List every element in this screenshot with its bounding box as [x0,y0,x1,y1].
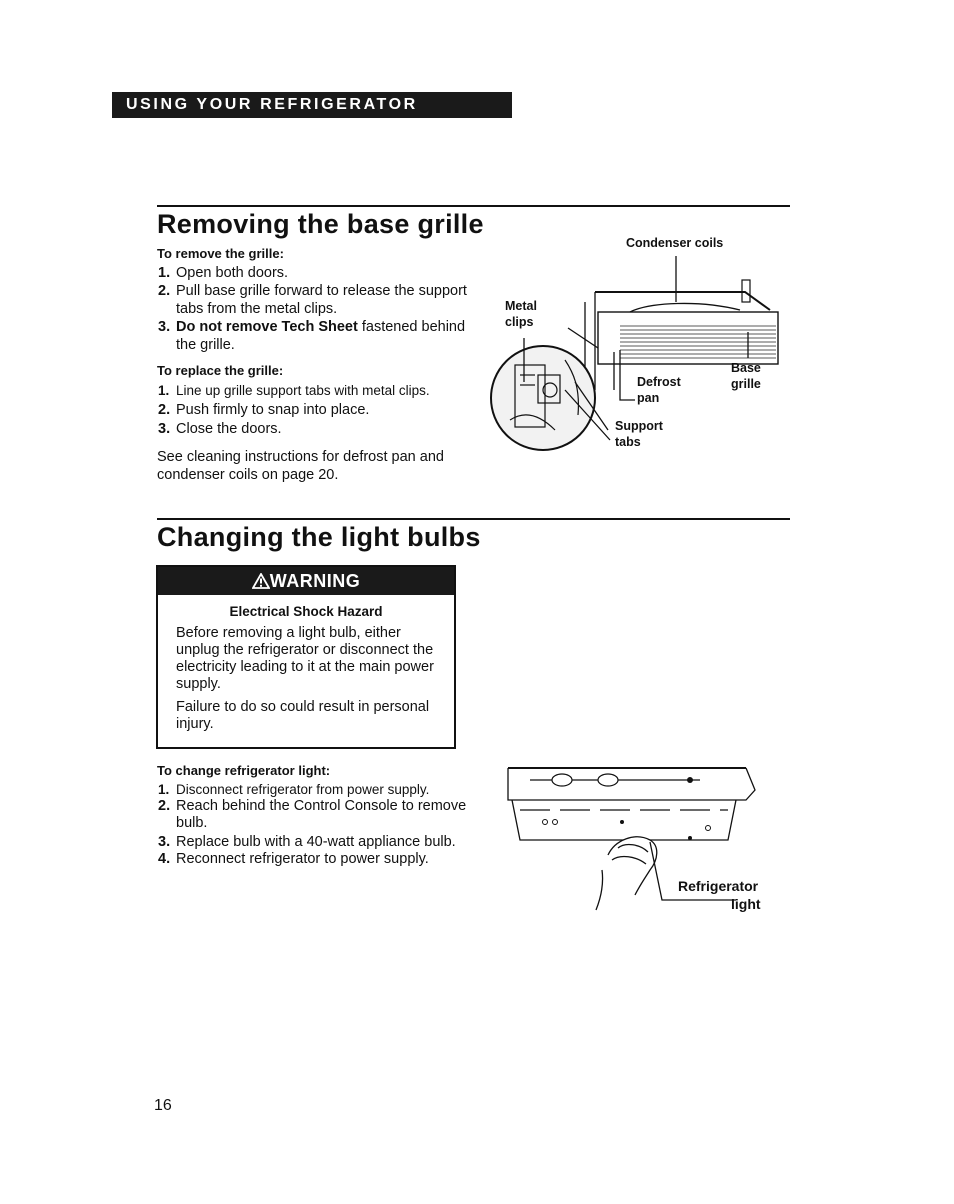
label-defrost-pan-1: Defrost [637,375,681,389]
change-title: To change refrigerator light: [157,763,331,778]
list-item: 1. Open both doors. [158,265,289,281]
warning-title: Electrical Shock Hazard [229,604,383,619]
section-rule-bottom [157,518,790,520]
list-item: 1. Line up grille support tabs with metal clips. [158,383,430,398]
list-item: 3. Close the doors. [158,421,282,437]
warning-header [158,567,454,595]
grille-heading: Removing the base grille [157,209,484,239]
warning-text-1: Before removing a light bulb, either unplug the refrigerator or disconnect the electricity leading to it at the main power supply. [176,625,434,692]
bulb-instructions [157,763,477,868]
label-metal-clips-2: clips [505,315,534,329]
bulbs-heading: Changing the light bulbs [157,522,481,552]
label-defrost-pan-2: pan [637,391,660,405]
change-steps [157,781,477,868]
replace-title: To replace the grille: [157,363,284,378]
label-support-tabs-2: tabs [615,435,641,449]
section-rule-top [157,205,790,207]
list-item: 2. Push firmly to snap into place. [158,402,370,418]
page-number: 16 [154,1097,172,1114]
label-base-grille-2: grille [731,377,761,391]
label-refrigerator-light-2: light [731,896,761,912]
list-item: 2. Pull base grille forward to release the support tabs from the metal clips. [158,283,467,317]
list-item: 4. Reconnect refrigerator to power supply. [158,851,429,867]
replace-steps [157,382,447,439]
label-refrigerator-light-1: Refrigerator [678,878,759,894]
list-item: 1. Disconnect refrigerator from power supply. [158,782,430,797]
remove-title: To remove the grille: [157,246,284,261]
list-item: 3. Do not remove Tech Sheet fastened behind the grille. [158,319,466,353]
remove-steps [157,264,477,354]
list-item: 2. Reach behind the Control Console to remove bulb. [158,798,467,831]
warning-icon [252,573,270,589]
label-condenser-coils: Condenser coils [626,236,724,250]
section-header: USING YOUR REFRIGERATOR [112,92,512,118]
grille-note: See cleaning instructions for defrost pan and condenser coils on page 20. [157,449,444,483]
warning-box [156,565,456,749]
label-support-tabs-1: Support [615,419,663,433]
grille-instructions [157,246,477,484]
refrigerator-light-illustration [500,760,760,920]
warning-text-2: Failure to do so could result in personal injury. [176,699,430,732]
warning-label: WARNING [269,571,361,591]
list-item: 3. Replace bulb with a 40-watt appliance bulb. [158,834,456,850]
label-base-grille-1: Base [731,361,761,375]
label-metal-clips-1: Metal [505,299,537,313]
